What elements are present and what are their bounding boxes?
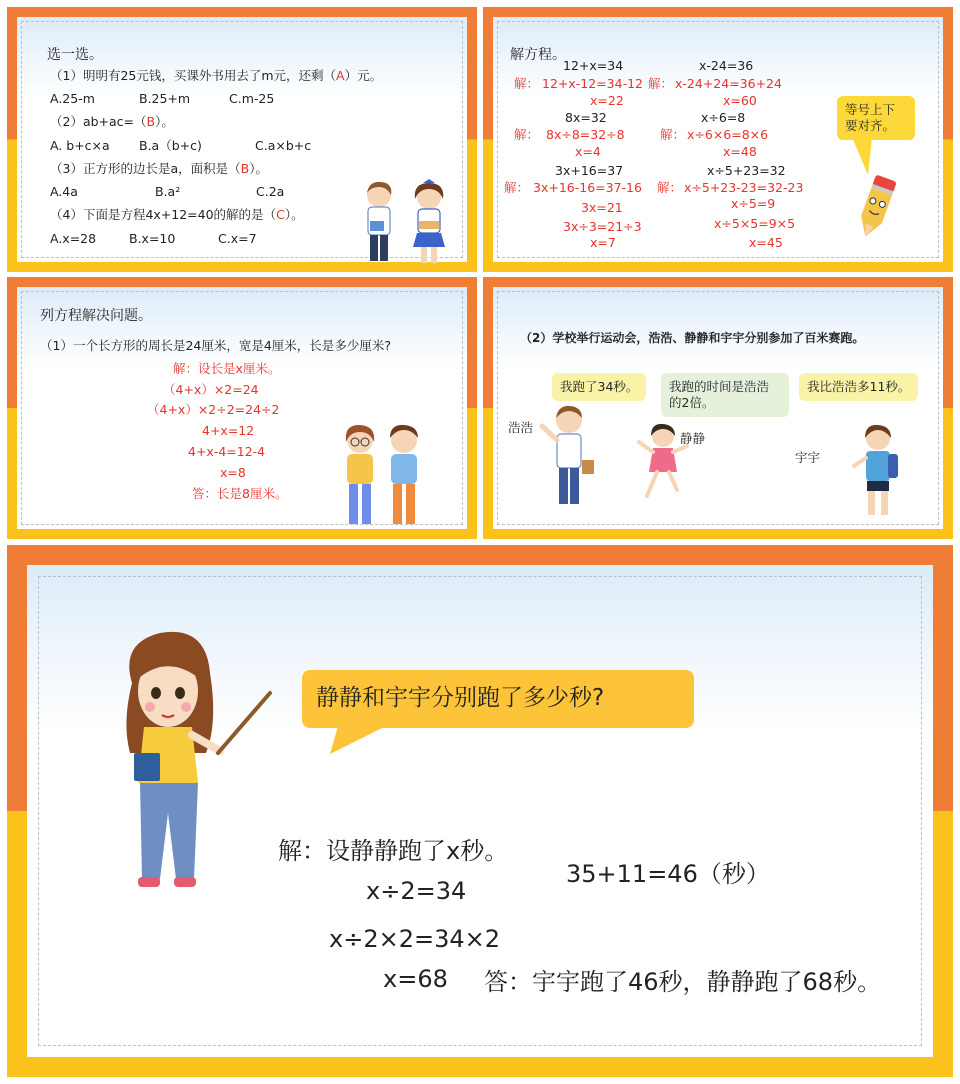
eq2-step2: x=60 [723, 93, 757, 108]
q4-answer: C [276, 207, 285, 222]
question-bubble-tail [330, 726, 390, 756]
bubble-tail [850, 137, 880, 177]
eq5: 3x+16=37 [555, 163, 624, 178]
jingjing-label: 静静 [680, 431, 706, 446]
solution-line2: x÷2=34 [366, 877, 467, 905]
eq4: x÷6=8 [701, 110, 746, 125]
slide-3-word-problem [7, 277, 477, 539]
eq1-step1: 12+x-12=34-12 [542, 76, 643, 91]
q3-answer: B [240, 161, 250, 176]
eq3-step1: 8x÷8=32÷8 [546, 127, 625, 142]
q3-option-c: C.2a [256, 184, 285, 199]
jingjing-bubble: 我跑的时间是浩浩 的2倍。 [661, 373, 789, 417]
question-bubble [302, 670, 694, 728]
eq4-step1: x÷6×6=8×6 [687, 127, 769, 142]
eq6: x÷5+23=32 [707, 163, 786, 178]
q4-option-c: C.x=7 [218, 231, 257, 246]
teacher-illustration [110, 623, 280, 893]
eq5-step1: 3x+16-16=37-16 [533, 180, 642, 195]
slide3-answer: 答：长是8厘米。 [192, 486, 288, 501]
eq6-step2: x÷5=9 [731, 196, 776, 211]
eq5-step2: 3x=21 [581, 200, 623, 215]
question-bubble-text: 静静和宇宇分别跑了多少秒? [316, 685, 605, 711]
slide2-title: 解方程。 [510, 47, 566, 63]
q2-answer: B [146, 114, 156, 129]
eq6-jie: 解： [657, 180, 683, 195]
eq3-jie: 解： [514, 127, 540, 142]
yuyu-illustration [848, 422, 908, 522]
eq4-step2: x=48 [723, 144, 757, 159]
slide3-line4: 4+x=12 [202, 423, 255, 438]
solution-line1: 解：设静静跑了x秒。 [278, 837, 509, 865]
q4-text: （4）下面是方程4x+12=40的解的是（C）。 [50, 207, 304, 222]
final-answer: 答：宇宇跑了46秒，静静跑了68秒。 [484, 968, 882, 996]
q1-option-a: A.25-m [50, 91, 95, 106]
eq6-step1: x÷5+23-23=32-23 [684, 180, 804, 195]
q3-text: （3）正方形的边长是a，面积是（B）。 [50, 161, 268, 176]
q1-text: （1）明明有25元钱，买课外书用去了m元，还剩（A）元。 [50, 68, 383, 83]
eq2-step1: x-24+24=36+24 [675, 76, 782, 91]
slide-2-solve-equations [483, 7, 953, 272]
solution-line3: x÷2×2=34×2 [329, 925, 500, 953]
q1-answer: A [336, 68, 345, 83]
slide3-question: （1）一个长方形的周长是24厘米，宽是4厘米，长是多少厘米? [40, 338, 391, 353]
q2-text: （2）ab+ac=（B）。 [50, 114, 174, 129]
eq6-step4: x=45 [749, 235, 783, 250]
eq4-jie: 解： [660, 127, 686, 142]
q1-option-b: B.25+m [139, 91, 191, 106]
eq1-step2: x=22 [590, 93, 624, 108]
eq2-jie: 解： [648, 76, 674, 91]
slide-1-multiple-choice [7, 7, 477, 272]
two-students-illustration [357, 177, 467, 267]
q1-option-c: C.m-25 [229, 91, 275, 106]
slide4-title: （2）学校举行运动会，浩浩、静静和宇宇分别参加了百米赛跑。 [520, 331, 865, 345]
slide3-line5: 4+x-4=12-4 [188, 444, 266, 459]
slide1-title: 选一选。 [47, 47, 103, 63]
q3-option-a: A.4a [50, 184, 78, 199]
pencil-mascot-illustration [845, 172, 905, 242]
eq5-step3: 3x÷3=21÷3 [563, 219, 642, 234]
solution-line4: x=68 [383, 965, 448, 993]
q2-option-a: A. b+c×a [50, 138, 110, 153]
q2-option-c: C.a×b+c [255, 138, 312, 153]
q4-option-a: A.x=28 [50, 231, 97, 246]
slide-4-race-problem [483, 277, 953, 539]
yuyu-label: 宇宇 [795, 450, 821, 465]
slide3-line1: 解：设长是x厘米。 [173, 361, 281, 376]
jingjing-illustration [633, 420, 693, 510]
haohao-label: 浩浩 [508, 420, 534, 435]
slide3-line6: x=8 [220, 465, 246, 480]
eq3: 8x=32 [565, 110, 607, 125]
q4-option-b: B.x=10 [129, 231, 176, 246]
q2-option-b: B.a（b+c) [139, 138, 202, 153]
eq1-jie: 解： [514, 76, 540, 91]
slide3-line2: （4+x）×2=24 [163, 382, 259, 397]
haohao-bubble: 我跑了34秒。 [552, 373, 646, 401]
slide3-title: 列方程解决问题。 [40, 308, 152, 324]
eq6-step3: x÷5×5=9×5 [714, 216, 796, 231]
eq1: 12+x=34 [563, 58, 624, 73]
q3-option-b: B.a² [155, 184, 181, 199]
eq2: x-24=36 [699, 58, 754, 73]
slide-5-solution [7, 545, 953, 1077]
align-tip-bubble: 等号上下 要对齐。 [837, 96, 915, 140]
haohao-illustration [536, 402, 606, 512]
two-kids-illustration [332, 420, 432, 530]
calc-line: 35+11=46（秒） [566, 860, 770, 888]
eq5-step4: x=7 [590, 235, 616, 250]
eq5-jie: 解： [504, 180, 530, 195]
yuyu-bubble: 我比浩浩多11秒。 [799, 373, 918, 401]
eq3-step2: x=4 [575, 144, 601, 159]
slide3-line3: （4+x）×2÷2=24÷2 [147, 402, 280, 417]
